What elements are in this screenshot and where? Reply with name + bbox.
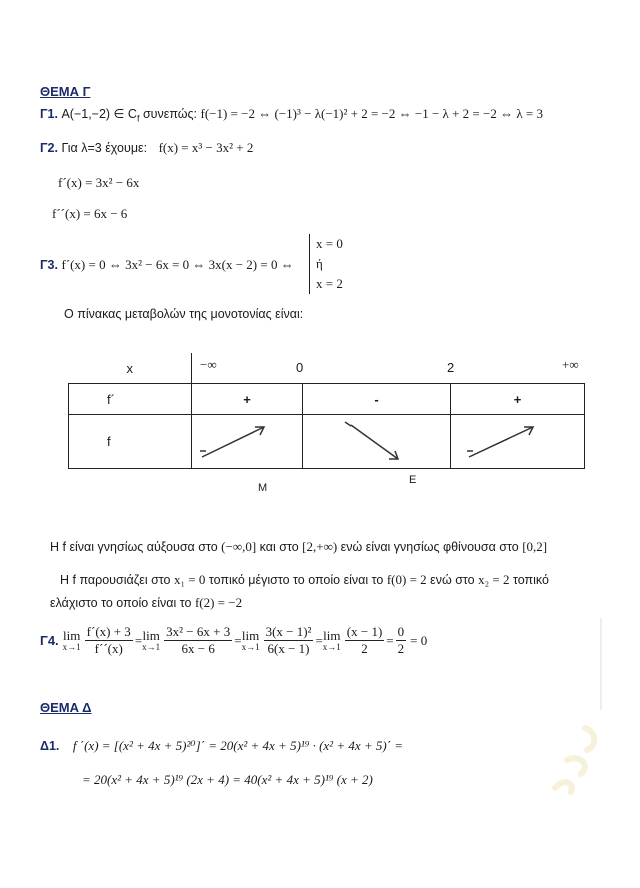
d1-line-1 (40, 738, 403, 754)
root-two: 2 (447, 360, 455, 375)
eq-2: = (234, 632, 242, 648)
g2-math: f(x) = x³ − 3x² + 2 (158, 140, 254, 155)
f-decreasing (303, 415, 451, 469)
monotonic-sentence (50, 539, 547, 555)
mono-b: και στο (259, 540, 299, 554)
increasing-arrow-icon-2 (451, 415, 584, 465)
lim-1: lim x→1 (62, 627, 81, 652)
label-min-point: Μ (258, 482, 268, 494)
sign-1: + (192, 384, 303, 415)
f-increasing-1 (192, 415, 303, 469)
sign-2: - (303, 384, 451, 415)
x-header (69, 353, 192, 384)
variation-table (68, 353, 585, 469)
g1-label: Γ1. (40, 107, 58, 121)
f-label: f (69, 415, 192, 469)
ext-d: τοπικό (512, 573, 549, 587)
g1-point: A(−1,−2) ∈ C (61, 107, 137, 121)
eq-3: = (315, 632, 323, 648)
eq-4: = (386, 632, 394, 648)
extrema-sentence-1 (60, 572, 549, 588)
d1-math-1: f ΄(x) = [(x² + 4x + 5)²⁰]΄ = 20(x² + 4x + 5)¹⁹ · (x² + 4x + 5)΄ = (72, 738, 404, 753)
d1-label: Δ1. (40, 739, 60, 753)
g2-line (40, 140, 253, 156)
ext-a: Η f παρουσιάζει στο (60, 573, 171, 587)
g2-first-derivative: f´(x) = 3x² − 6x (58, 175, 140, 190)
g4-label: Γ4. (40, 633, 59, 649)
eq-1: = (134, 632, 143, 648)
g1-math: f(−1) = −2 ⇔ (−1)³ − λ(−1)² + 2 = −2 ⇔ −1 − λ + 2 = −2 ⇔ λ = 3 (200, 106, 543, 121)
mono-int2: [2,+∞) (302, 539, 338, 554)
table-intro: Ο πίνακας μεταβολών της μονοτονίας είναι: (64, 307, 304, 321)
watermark-icon (545, 720, 605, 800)
theme-c-title: ΘΕΜΑ Γ (40, 84, 91, 99)
increasing-arrow-icon (192, 415, 302, 465)
ext-fmin: f(2) = −2 (194, 595, 243, 610)
g3-math: f´(x) = 0 ⇔ 3x² − 6x = 0 ⇔ 3x(x − 2) = 0 ⇔ (61, 257, 294, 272)
ext-fmax: f(0) = 2 (386, 572, 427, 587)
frac-1: $\frac{f´(x) + 3}{f´´(x)}$ (86, 624, 131, 657)
decreasing-arrow-icon (303, 415, 450, 465)
g3-case-1: x = 0 (316, 236, 343, 251)
f-increasing-2 (451, 415, 585, 469)
ext-c: ενώ στο (430, 573, 475, 587)
g3-case-or: ή (316, 256, 323, 271)
mono-int3: [0,2] (522, 539, 548, 554)
frac-5: $\frac{0}{2}$ (397, 624, 405, 657)
lim-3: lim x→1 (241, 627, 260, 652)
d1-math-2: = 20(x² + 4x + 5)¹⁹ (2x + 4) = 40(x² + 4x + 5)¹⁹ (x + 2) (82, 772, 373, 787)
x-label: x (126, 360, 133, 376)
x-values (192, 353, 585, 384)
g2-second-derivative: f´´(x) = 6x − 6 (52, 206, 128, 221)
fprime-label: f´ (69, 384, 192, 415)
g3-case-2: x = 2 (316, 276, 343, 291)
g3-label: Γ3. (40, 258, 58, 272)
pos-inf: +∞ (562, 357, 579, 372)
theme-d-title: ΘΕΜΑ Δ (40, 700, 92, 715)
ext-e: ελάχιστο το οποίο είναι το (50, 596, 192, 610)
g3-line (40, 257, 294, 273)
ext-b: τοπικό μέγιστο το οποίο είναι το (208, 573, 384, 587)
frac-2: $\frac{\text{3x² − 6x + 3}}{6x - 6}$ (166, 624, 231, 657)
g2-label: Γ2. (40, 141, 58, 155)
frac-3: $\frac{\text{3(x − 1)²}}{6(x - 1)}$ (265, 624, 312, 657)
mono-c: ενώ είναι γνησίως φθίνουσα στο (340, 540, 519, 554)
g1-sub: f (136, 113, 140, 124)
label-max-point: Ε (409, 474, 417, 486)
ext-x2: x₂ = 2 (478, 572, 510, 587)
sign-3: + (451, 384, 585, 415)
g4-line (40, 624, 427, 658)
mono-int1: (−∞,0] (221, 539, 257, 554)
extrema-sentence-2 (50, 595, 242, 611)
neg-inf: −∞ (200, 357, 217, 372)
page-edge-shadow (600, 618, 602, 710)
frac-4: $\frac{(x - 1)}{2}$ (346, 624, 383, 657)
g1-word: συνεπώς: (139, 107, 201, 121)
g3-cases (309, 234, 343, 294)
mono-a: Η f είναι γνησίως αύξουσα στο (50, 540, 218, 554)
g2-text: Για λ=3 έχουμε: (61, 141, 148, 155)
g4-result: = 0 (410, 632, 428, 648)
g1-line (40, 106, 543, 124)
ext-x1: x₁ = 0 (173, 572, 206, 587)
lim-4: lim x→1 (322, 627, 341, 652)
lim-2: lim x→1 (142, 627, 161, 652)
root-zero: 0 (296, 360, 304, 375)
